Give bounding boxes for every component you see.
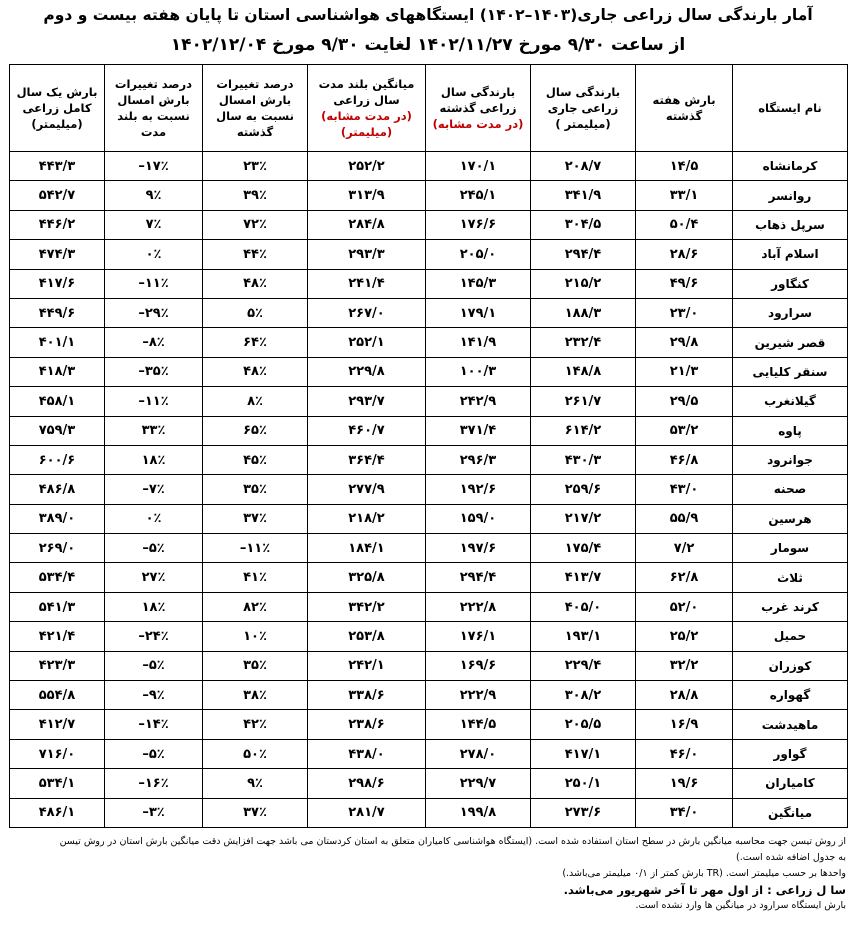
value-cell: ۲۲۹/۸ [308,357,426,386]
value-cell: ۳۲/۲ [636,651,733,680]
value-cell: ۳۲۵/۸ [308,563,426,592]
value-cell: ۴۵٪ [203,445,308,474]
value-cell: ۵۳۴/۱ [10,769,105,798]
value-cell: ۴۴۹/۶ [10,298,105,327]
value-cell: ۲۸۱/۷ [308,798,426,827]
station-name-cell: اسلام آباد [733,240,848,269]
value-cell: ۴۷۴/۳ [10,240,105,269]
table-row [10,563,848,592]
value-cell: ۴۴٪ [203,240,308,269]
column-header [203,65,308,152]
value-cell: ۱۶٪– [105,769,203,798]
table-row [10,269,848,298]
value-cell: ۴۰۵/۰ [531,592,636,621]
value-cell: ۳۳۸/۶ [308,681,426,710]
value-cell: ۳۷٪ [203,504,308,533]
value-cell: ۴۴۳/۳ [10,152,105,181]
table-row [10,710,848,739]
value-cell: ۲۹۴/۴ [426,563,531,592]
value-cell: ۵۰٪ [203,739,308,768]
value-cell: ۱۸٪ [105,592,203,621]
value-cell: ۴۹/۶ [636,269,733,298]
column-header [426,65,531,152]
value-cell: ۴۲٪ [203,710,308,739]
value-cell: ۴۶/۰ [636,739,733,768]
table-header [10,65,848,152]
table-body [10,152,848,828]
value-cell: ۹٪– [105,681,203,710]
station-name-cell: سنقر کلیایی [733,357,848,386]
value-cell: ۲۰۸/۷ [531,152,636,181]
column-header [531,65,636,152]
station-name-cell: حمیل [733,622,848,651]
value-cell: ۲۴۲/۱ [308,651,426,680]
note-thiessen-method: از روش تیسن جهت محاسبه میانگین بارش در سطح استان استفاده شده است. (ایستگاه هواشناسی کامیاران متعلق به استان کردستان می باشد جهت افزایش دقت میانگین بارش استان در روش تیسن [59,836,846,847]
value-cell: ۲۵۲/۱ [308,328,426,357]
value-cell: ۲۸۴/۸ [308,210,426,239]
value-cell: ۶۵٪ [203,416,308,445]
value-cell: ۲۴۱/۴ [308,269,426,298]
value-cell: ۴۱۷/۶ [10,269,105,298]
column-header-label: نام ایستگاه [758,101,822,115]
value-cell: ۱۹۹/۸ [426,798,531,827]
note-thiessen-continued: به جدول اضافه شده است.) [736,852,846,863]
value-cell: ۳۹٪ [203,181,308,210]
value-cell: ۲۵/۲ [636,622,733,651]
value-cell: ۲۱/۳ [636,357,733,386]
value-cell: ۱۶/۹ [636,710,733,739]
value-cell: ۴۸٪ [203,357,308,386]
column-header [10,65,105,152]
value-cell: ۴۸٪ [203,269,308,298]
value-cell: ۵۳/۲ [636,416,733,445]
table-row [10,769,848,798]
value-cell: ۲۴۵/۱ [426,181,531,210]
table-row [10,240,848,269]
value-cell: ۳۴۲/۲ [308,592,426,621]
station-name-cell: هرسین [733,504,848,533]
value-cell: ۴۳۸/۰ [308,739,426,768]
value-cell: ۳۳/۱ [636,181,733,210]
value-cell: ۲۳/۰ [636,298,733,327]
value-cell: ۲۹٪– [105,298,203,327]
value-cell: ۲۲۹/۷ [426,769,531,798]
value-cell: ۴۲۳/۳ [10,651,105,680]
column-header-label: بارش یک سال کامل زراعی (میلیمتر) [16,85,98,131]
footnotes [10,834,846,914]
station-name-cell: کنگاور [733,269,848,298]
value-cell: ۲۹۳/۳ [308,240,426,269]
station-name-cell: کوزران [733,651,848,680]
station-name-cell: پاوه [733,416,848,445]
value-cell: ۸٪ [203,387,308,416]
value-cell: ۰٪ [105,240,203,269]
value-cell: ۱۹۷/۶ [426,534,531,563]
station-name-cell: جوانرود [733,445,848,474]
table-row [10,357,848,386]
value-cell: ۴۵۸/۱ [10,387,105,416]
value-cell: ۲۱۸/۲ [308,504,426,533]
note-sararud-excluded: بارش ایستگاه سرارود در میانگین ها وارد نشده است. [635,900,846,911]
value-cell: ۱۴۱/۹ [426,328,531,357]
value-cell: ۱۷۶/۱ [426,622,531,651]
value-cell: ۲۴٪– [105,622,203,651]
value-cell: ۷/۲ [636,534,733,563]
value-cell: ۲۲۲/۸ [426,592,531,621]
table-row [10,504,848,533]
value-cell: ۸۲٪ [203,592,308,621]
value-cell: ۱۱٪– [105,269,203,298]
value-cell: ۱۴۵/۳ [426,269,531,298]
station-name-cell: گهواره [733,681,848,710]
value-cell: ۳۱۳/۹ [308,181,426,210]
value-cell: ۴۶۰/۷ [308,416,426,445]
value-cell: ۲۹/۸ [636,328,733,357]
column-header-period-note: (در مدت مشابه) [432,117,524,131]
value-cell: ۴۳/۰ [636,475,733,504]
value-cell: ۱۸۴/۱ [308,534,426,563]
value-cell: ۲۱۷/۲ [531,504,636,533]
table-row [10,739,848,768]
note-units: واحدها بر حسب میلیمتر است. (TR بارش کمتر از ۰/۱ میلیمتر می‌باشد.) [562,868,846,879]
value-cell: ۲۹۴/۴ [531,240,636,269]
value-cell: ۳۸٪ [203,681,308,710]
station-name-cell: صحنه [733,475,848,504]
value-cell: ۵٪ [203,298,308,327]
column-header-label: بارش هفته گذشته [652,93,716,123]
value-cell: ۵٪– [105,534,203,563]
value-cell: ۸٪– [105,328,203,357]
value-cell: ۳۷۱/۴ [426,416,531,445]
value-cell: ۵٪– [105,651,203,680]
value-cell: ۲۹۳/۷ [308,387,426,416]
station-name-cell: ثلاث [733,563,848,592]
value-cell: ۴۶/۸ [636,445,733,474]
value-cell: ۲۵۳/۸ [308,622,426,651]
value-cell: ۱۷٪– [105,152,203,181]
value-cell: ۴۲۱/۴ [10,622,105,651]
value-cell: ۱۸۸/۳ [531,298,636,327]
value-cell: ۲۵۲/۲ [308,152,426,181]
value-cell: ۴۱۳/۷ [531,563,636,592]
value-cell: ۴۸۶/۸ [10,475,105,504]
column-header-label: درصد تغییرات بارش امسال نسبت به بلند مدت [114,77,193,139]
value-cell: ۱۰۰/۳ [426,357,531,386]
station-name-cell: کرمانشاه [733,152,848,181]
value-cell: ۲۴۲/۹ [426,387,531,416]
value-cell: ۶۴٪ [203,328,308,357]
value-cell: ۲۵۰/۱ [531,769,636,798]
average-row [10,798,848,827]
value-cell: ۰٪ [105,504,203,533]
column-header [733,65,848,152]
value-cell: ۱۴٪– [105,710,203,739]
value-cell: ۵۰/۴ [636,210,733,239]
value-cell: ۴۱۸/۳ [10,357,105,386]
table-row [10,592,848,621]
value-cell: ۵۴۲/۷ [10,181,105,210]
report-date-range: از ساعت ۹/۳۰ مورخ ۱۴۰۲/۱۱/۲۷ لغایت ۹/۳۰ مورخ ۱۴۰۲/۱۲/۰۴ [170,35,686,55]
value-cell: ۷۱۶/۰ [10,739,105,768]
column-header-label: درصد تغییرات بارش امسال نسبت به سال گذشته [216,77,294,139]
table-row [10,534,848,563]
value-cell: ۵۴۱/۳ [10,592,105,621]
value-cell: ۴۴۶/۲ [10,210,105,239]
value-cell: ۴۱۲/۷ [10,710,105,739]
value-cell: ۲۰۵/۰ [426,240,531,269]
station-name-cell: میانگین [733,798,848,827]
value-cell: ۲۲۹/۴ [531,651,636,680]
value-cell: ۲۳۸/۶ [308,710,426,739]
value-cell: ۳۵٪ [203,475,308,504]
value-cell: ۲۲۲/۹ [426,681,531,710]
table-row [10,475,848,504]
value-cell: ۷٪ [105,210,203,239]
value-cell: ۲۹۸/۶ [308,769,426,798]
value-cell: ۴۱٪ [203,563,308,592]
value-cell: ۲۸/۶ [636,240,733,269]
column-header [308,65,426,152]
value-cell: ۱۷۹/۱ [426,298,531,327]
column-header [105,65,203,152]
station-name-cell: کامیاران [733,769,848,798]
value-cell: ۱۷۶/۶ [426,210,531,239]
value-cell: ۵۳۴/۴ [10,563,105,592]
value-cell: ۳۴۱/۹ [531,181,636,210]
value-cell: ۳۵٪– [105,357,203,386]
value-cell: ۱۵۹/۰ [426,504,531,533]
table-row [10,651,848,680]
value-cell: ۳٪– [105,798,203,827]
value-cell: ۲۷٪ [105,563,203,592]
table-row [10,622,848,651]
value-cell: ۹٪ [105,181,203,210]
station-name-cell: سرارود [733,298,848,327]
value-cell: ۲۶۷/۰ [308,298,426,327]
value-cell: ۶۱۴/۲ [531,416,636,445]
station-name-cell: سرپل ذهاب [733,210,848,239]
value-cell: ۴۸۶/۱ [10,798,105,827]
column-header-period-note: (در مدت مشابه) (میلیمتر) [321,109,412,139]
value-cell: ۱۹۳/۱ [531,622,636,651]
station-name-cell: ماهیدشت [733,710,848,739]
value-cell: ۳۰۴/۵ [531,210,636,239]
value-cell: ۱۱٪– [203,534,308,563]
table-row [10,210,848,239]
value-cell: ۳۸۹/۰ [10,504,105,533]
column-header-label: بارندگی سال زراعی گذشته [439,85,517,115]
value-cell: ۴۰۱/۱ [10,328,105,357]
column-header-label: بارندگی سال زراعی جاری (میلیمتر ) [545,85,621,131]
value-cell: ۱۴/۵ [636,152,733,181]
table-row [10,328,848,357]
value-cell: ۵۲/۰ [636,592,733,621]
value-cell: ۱۰٪ [203,622,308,651]
value-cell: ۳۵٪ [203,651,308,680]
station-name-cell: گیلانغرب [733,387,848,416]
value-cell: ۲۷۸/۰ [426,739,531,768]
value-cell: ۱۴۴/۵ [426,710,531,739]
value-cell: ۲۵۹/۶ [531,475,636,504]
value-cell: ۷۵۹/۳ [10,416,105,445]
value-cell: ۲۰۵/۵ [531,710,636,739]
station-name-cell: کرند غرب [733,592,848,621]
value-cell: ۲۶۱/۷ [531,387,636,416]
value-cell: ۵٪– [105,739,203,768]
table-row [10,445,848,474]
station-name-cell: گواور [733,739,848,768]
value-cell: ۴۱۷/۱ [531,739,636,768]
value-cell: ۱۷۵/۴ [531,534,636,563]
value-cell: ۲۶۹/۰ [10,534,105,563]
value-cell: ۲۷۳/۶ [531,798,636,827]
table-row [10,298,848,327]
value-cell: ۱۶۹/۶ [426,651,531,680]
value-cell: ۲۸/۸ [636,681,733,710]
value-cell: ۷۲٪ [203,210,308,239]
note-crop-year: سا ل زراعی : از اول مهر تا آخر شهریور می‌باشد. [563,883,846,897]
value-cell: ۱۴۸/۸ [531,357,636,386]
value-cell: ۵۵/۹ [636,504,733,533]
value-cell: ۳۴/۰ [636,798,733,827]
value-cell: ۲۹/۵ [636,387,733,416]
column-header [636,65,733,152]
value-cell: ۱۷۰/۱ [426,152,531,181]
table-row [10,416,848,445]
table-row [10,181,848,210]
value-cell: ۱۱٪– [105,387,203,416]
value-cell: ۱۸٪ [105,445,203,474]
value-cell: ۶۲/۸ [636,563,733,592]
station-name-cell: قصر شیرین [733,328,848,357]
value-cell: ۵۵۴/۸ [10,681,105,710]
report-title: آمار بارندگی سال زراعی جاری(۱۴۰۳–۱۴۰۲) ایستگاههای هواشناسی استان تا پایان هفته بیست و دوم [43,6,813,24]
value-cell: ۴۳۰/۳ [531,445,636,474]
value-cell: ۳۷٪ [203,798,308,827]
table-row [10,681,848,710]
value-cell: ۳۳٪ [105,416,203,445]
value-cell: ۲۳٪ [203,152,308,181]
station-name-cell: روانسر [733,181,848,210]
rainfall-table [9,64,848,828]
value-cell: ۳۰۸/۲ [531,681,636,710]
column-header-label: میانگین بلند مدت سال زراعی [318,77,415,107]
station-name-cell: سومار [733,534,848,563]
value-cell: ۲۱۵/۲ [531,269,636,298]
table-row [10,152,848,181]
value-cell: ۲۹۶/۳ [426,445,531,474]
value-cell: ۷٪– [105,475,203,504]
value-cell: ۱۹/۶ [636,769,733,798]
value-cell: ۱۹۲/۶ [426,475,531,504]
value-cell: ۳۶۴/۴ [308,445,426,474]
value-cell: ۶۰۰/۶ [10,445,105,474]
value-cell: ۲۳۲/۴ [531,328,636,357]
table-row [10,387,848,416]
value-cell: ۲۷۷/۹ [308,475,426,504]
value-cell: ۹٪ [203,769,308,798]
